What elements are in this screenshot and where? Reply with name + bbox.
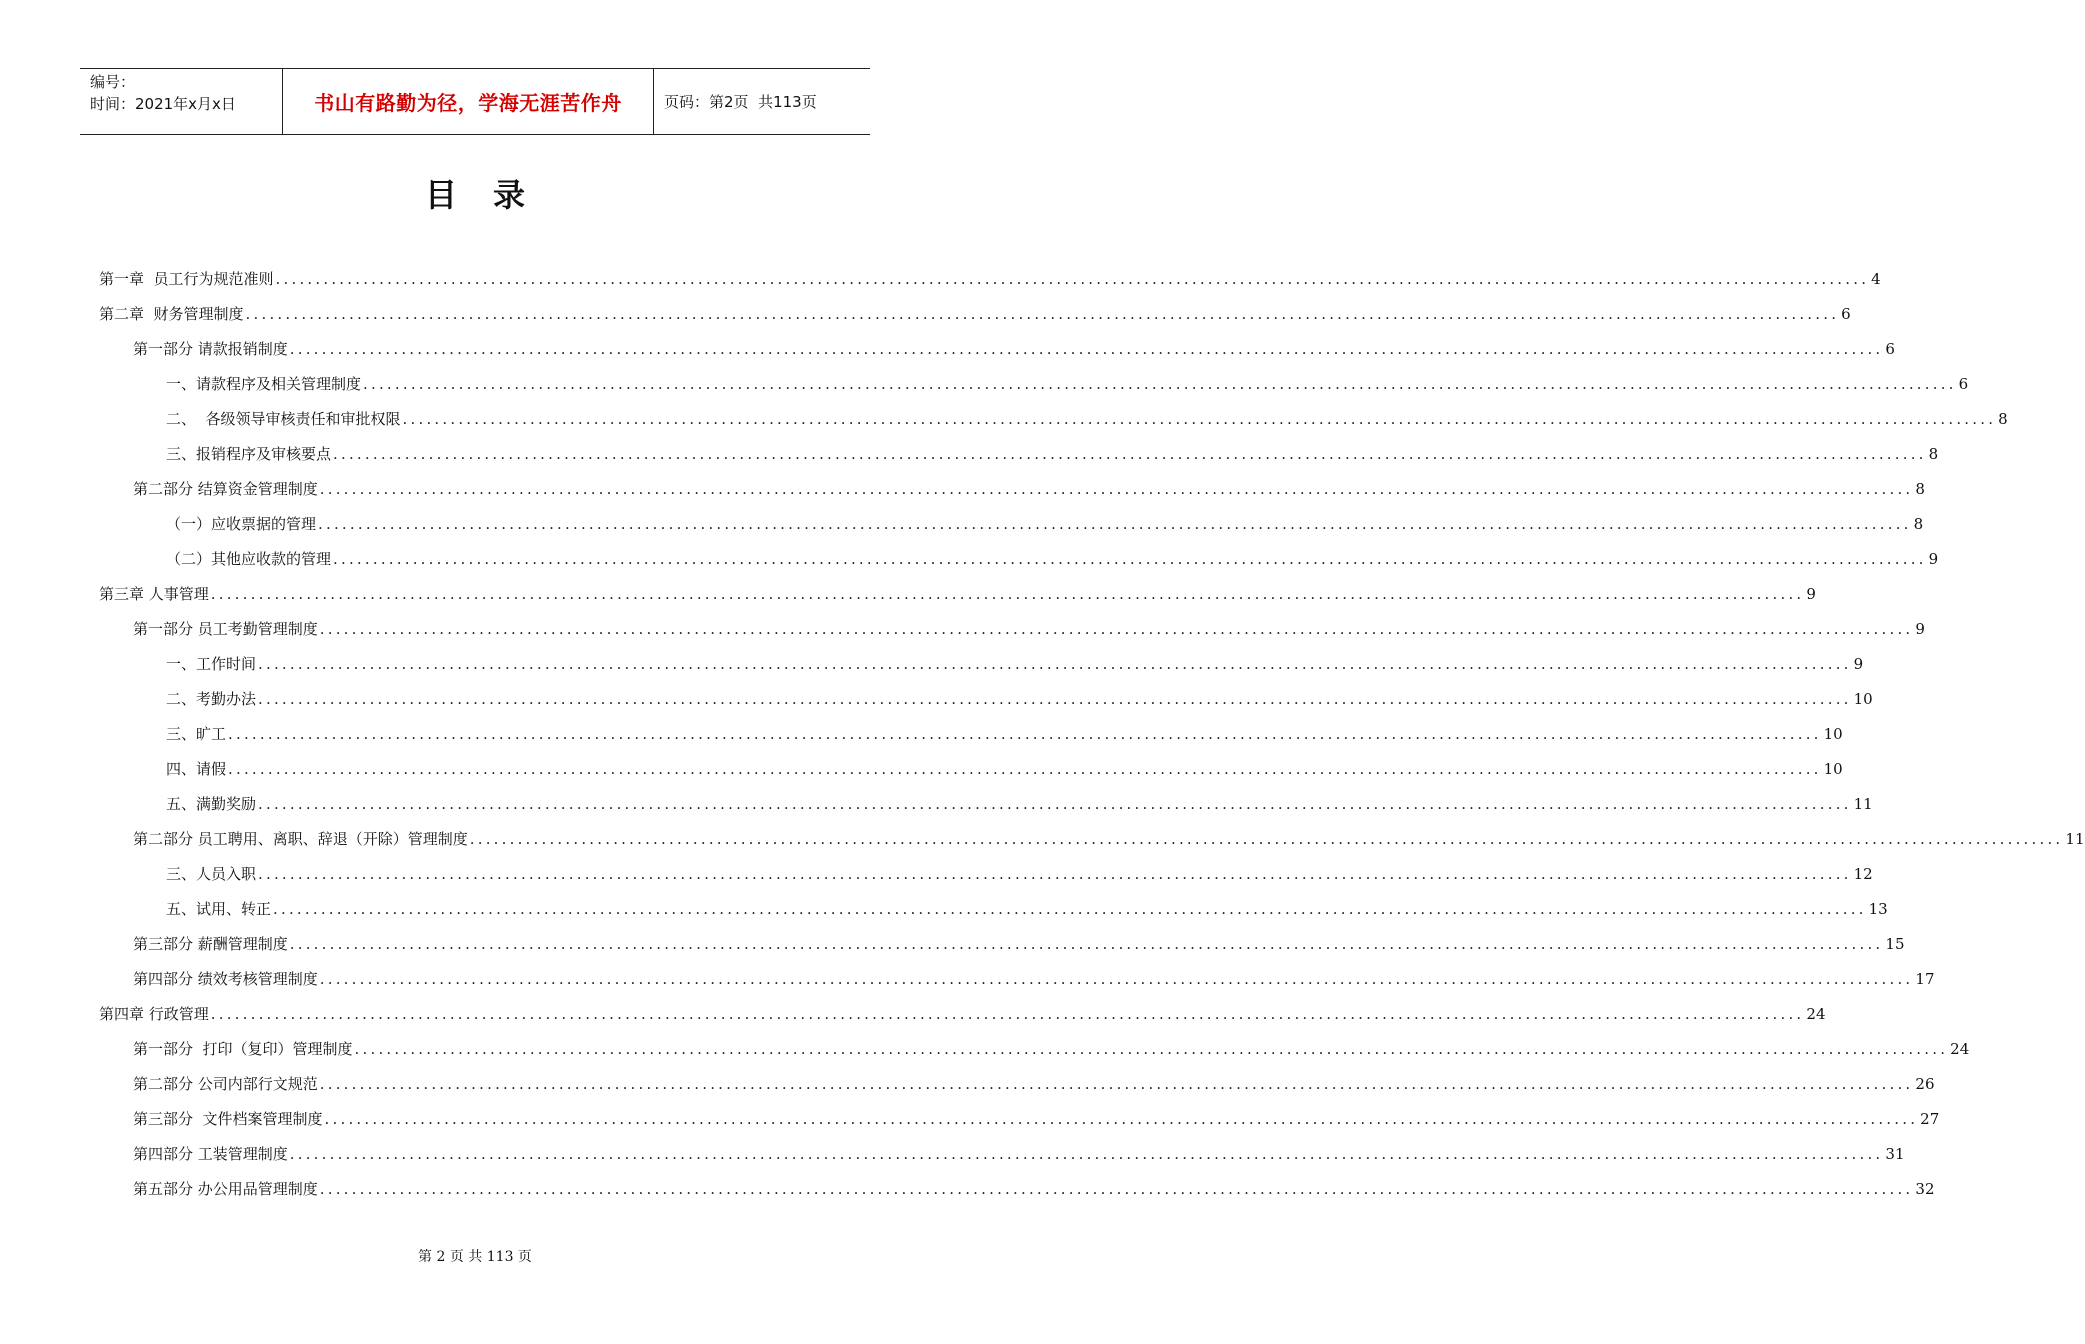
toc-entry[interactable] (166, 367, 1969, 402)
toc-entry-label: 第一章 员工行为规范准则 (99, 270, 274, 288)
toc-entry-label: 第五部分 办公用品管理制度 (133, 1180, 318, 1198)
header-page-info-text: 页码：第2页 共113页 (664, 93, 817, 111)
toc-entry[interactable] (166, 752, 1843, 787)
toc-entry-page: 11 (2065, 830, 2085, 848)
toc-dot-leader: ........................................................................................................................................................................................................ (210, 1005, 1805, 1023)
toc-entry-page: 6 (1958, 375, 1969, 393)
toc-entry-page: 8 (1928, 445, 1939, 463)
header-meta (80, 69, 282, 134)
toc-entry-page: 24 (1806, 1005, 1826, 1023)
toc-entry[interactable] (133, 1032, 1970, 1067)
toc-entry-label: 第二部分 公司内部行文规范 (133, 1075, 318, 1093)
toc-entry[interactable] (133, 1172, 1935, 1207)
toc-entry[interactable] (99, 577, 1816, 612)
toc-dot-leader: ........................................................................................................................................................................................................ (258, 865, 1852, 883)
toc-entry[interactable] (99, 262, 1881, 297)
toc-dot-leader: ........................................................................................................................................................................................................ (258, 690, 1852, 708)
toc-entry-page: 12 (1853, 865, 1873, 883)
toc-dot-leader: ........................................................................................................................................................................................................ (354, 1040, 1949, 1058)
toc-entry-page: 15 (1885, 935, 1905, 953)
toc-entry-label: 第一部分 打印（复印）管理制度 (133, 1040, 353, 1058)
page-title: 目录 (424, 176, 561, 214)
toc-entry-label: 五、满勤奖励 (166, 795, 257, 813)
toc-dot-leader: ........................................................................................................................................................................................................ (319, 620, 1914, 638)
toc-entry-page: 9 (1806, 585, 1816, 603)
toc-entry-label: 第四部分 绩效考核管理制度 (133, 970, 318, 988)
toc-entry[interactable] (166, 437, 1939, 472)
toc-dot-leader: ........................................................................................................................................................................................................ (258, 795, 1852, 813)
toc-entry-page: 10 (1823, 760, 1843, 778)
toc-entry-page: 26 (1915, 1075, 1935, 1093)
header-motto: 书山有路勤为径，学海无涯苦作舟 (282, 69, 654, 134)
toc-dot-leader: ........................................................................................................................................................................................................ (289, 935, 1884, 953)
toc-dot-leader: ........................................................................................................................................................................................................ (275, 270, 1870, 288)
toc-dot-leader: ........................................................................................................................................................................................................ (318, 515, 1912, 533)
toc-entry[interactable] (133, 927, 1905, 962)
toc-entry-label: 三、旷工 (166, 725, 227, 743)
toc-entry[interactable] (133, 962, 1935, 997)
toc-entry-label: 第二部分 结算资金管理制度 (133, 480, 318, 498)
toc-entry[interactable] (166, 787, 1873, 822)
toc-entry[interactable] (133, 612, 1925, 647)
toc-entry-page: 24 (1950, 1040, 1970, 1058)
toc-entry-page: 8 (1915, 480, 1925, 498)
toc-dot-leader: ........................................................................................................................................................................................................ (333, 550, 1927, 568)
toc-entry-page: 17 (1915, 970, 1935, 988)
toc-entry-label: 二、 各级领导审核责任和审批权限 (166, 410, 401, 428)
toc-dot-leader: ........................................................................................................................................................................................................ (319, 480, 1914, 498)
toc-entry-page: 6 (1885, 340, 1895, 358)
toc-dot-leader: ........................................................................................................................................................................................................ (402, 410, 1997, 428)
toc-entry-label: 五、试用、转正 (166, 900, 272, 918)
toc-entry[interactable] (166, 682, 1873, 717)
toc-entry-label: 三、报销程序及审核要点 (166, 445, 332, 463)
toc-dot-leader: ........................................................................................................................................................................................................ (228, 725, 1822, 743)
toc-entry-label: 第一部分 员工考勤管理制度 (133, 620, 318, 638)
toc-entry-page: 6 (1841, 305, 1851, 323)
toc-entry-label: 第四章 行政管理 (99, 1005, 209, 1023)
page-header (80, 68, 870, 135)
toc-dot-leader: ........................................................................................................................................................................................................ (469, 830, 2064, 848)
toc-dot-leader: ........................................................................................................................................................................................................ (245, 305, 1840, 323)
toc-dot-leader: ........................................................................................................................................................................................................ (324, 1110, 1919, 1128)
toc-entry-page: 10 (1853, 690, 1873, 708)
toc-entry-label: 第三部分 文件档案管理制度 (133, 1110, 323, 1128)
toc-entry-page: 8 (1913, 515, 1924, 533)
toc-entry-page: 11 (1853, 795, 1873, 813)
toc-entry-page: 9 (1915, 620, 1925, 638)
toc-dot-leader: ........................................................................................................................................................................................................ (319, 1180, 1914, 1198)
toc-dot-leader: ........................................................................................................................................................................................................ (289, 1145, 1884, 1163)
toc-entry-label: （二）其他应收款的管理 (166, 550, 332, 568)
toc-entry[interactable] (166, 717, 1843, 752)
toc-dot-leader: ........................................................................................................................................................................................................ (258, 655, 1852, 673)
toc-entry[interactable] (133, 822, 2085, 857)
header-date: 时间：2021年x月x日 (90, 95, 236, 113)
toc-entry-label: 第三部分 薪酬管理制度 (133, 935, 288, 953)
page-footer: 第 2 页 共 113 页 (418, 1249, 532, 1265)
toc-dot-leader: ........................................................................................................................................................................................................ (210, 585, 1805, 603)
toc-entry[interactable] (133, 332, 1895, 367)
toc-dot-leader: ........................................................................................................................................................................................................ (319, 1075, 1914, 1093)
toc-entry[interactable] (166, 857, 1873, 892)
toc-entry-label: 第二章 财务管理制度 (99, 305, 244, 323)
toc-entry-label: 第一部分 请款报销制度 (133, 340, 288, 358)
toc-entry-label: 第二部分 员工聘用、离职、辞退（开除）管理制度 (133, 830, 468, 848)
toc-entry-page: 8 (1998, 410, 2008, 428)
toc-dot-leader: ........................................................................................................................................................................................................ (228, 760, 1822, 778)
toc-dot-leader: ........................................................................................................................................................................................................ (363, 375, 1957, 393)
toc-entry-page: 27 (1920, 1110, 1940, 1128)
toc-entry-label: 四、请假 (166, 760, 227, 778)
toc-entry-page: 31 (1885, 1145, 1905, 1163)
toc-entry[interactable] (166, 507, 1924, 542)
toc-entry-label: 第四部分 工装管理制度 (133, 1145, 288, 1163)
toc-entry[interactable] (133, 1137, 1905, 1172)
toc-entry[interactable] (133, 1102, 1940, 1137)
toc-entry-label: 二、考勤办法 (166, 690, 257, 708)
toc-entry-label: （一）应收票据的管理 (166, 515, 317, 533)
toc-entry-page: 32 (1915, 1180, 1935, 1198)
toc-entry[interactable] (133, 1067, 1935, 1102)
toc-dot-leader: ........................................................................................................................................................................................................ (273, 900, 1867, 918)
toc-entry-label: 一、工作时间 (166, 655, 257, 673)
toc-entry-page: 13 (1868, 900, 1888, 918)
toc-entry-label: 一、请款程序及相关管理制度 (166, 375, 362, 393)
toc-entry-label: 三、人员入职 (166, 865, 257, 883)
toc-entry-page: 10 (1823, 725, 1843, 743)
header-number-label: 编号： (90, 73, 136, 91)
toc-entry[interactable] (166, 647, 1864, 682)
toc-entry[interactable] (99, 297, 1851, 332)
toc-dot-leader: ........................................................................................................................................................................................................ (319, 970, 1914, 988)
toc-dot-leader: ........................................................................................................................................................................................................ (289, 340, 1884, 358)
toc-entry[interactable] (166, 542, 1939, 577)
toc-dot-leader: ........................................................................................................................................................................................................ (333, 445, 1927, 463)
toc-entry-page: 4 (1871, 270, 1881, 288)
toc-entry[interactable] (133, 472, 1925, 507)
toc-entry-page: 9 (1928, 550, 1939, 568)
toc-entry-page: 9 (1853, 655, 1864, 673)
toc-entry[interactable] (99, 997, 1826, 1032)
header-page-info (654, 69, 870, 134)
toc-entry[interactable] (166, 892, 1888, 927)
toc-entry-label: 第三章 人事管理 (99, 585, 209, 603)
toc-entry[interactable] (166, 402, 2008, 437)
